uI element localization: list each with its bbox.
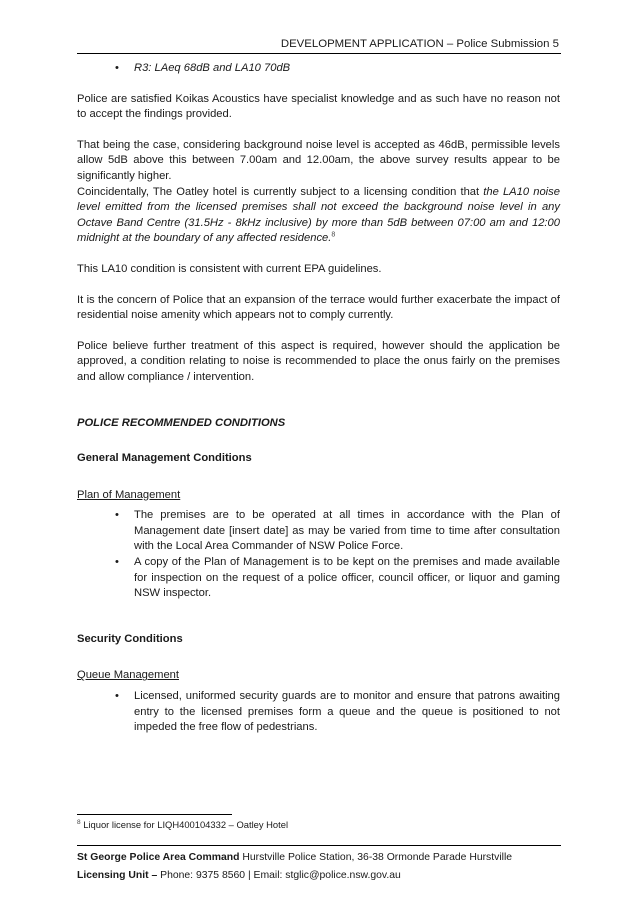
list-item [77,508,560,555]
footer-contact: Phone: 9375 8560 | Email: stglic@police.nsw.gov.au [160,870,401,881]
list-item [77,61,560,77]
header-text [281,37,559,52]
bullet-icon: • [115,690,119,703]
queue-management-list [77,689,560,736]
footnote-divider [77,814,232,815]
paragraph-epa: This LA10 condition is consistent with current EPA guidelines. [77,262,382,275]
licensing-condition-quote: the LA10 noise level emitted from the licensed premises shall not exceed the background noise level in any Octave Band Centre (31.5Hz - 8kHz inclusive) by more than 5dB between 07:00 am and 12:00 midnight at the boundary of any affected residence. [77,185,560,245]
paragraph-background-noise: That being the case, considering background noise level is accepted as 46dB, permissible levels allow 5dB above this between 7.00am and 12.00am, the above survey results appear to be significantly higher. [77,138,560,182]
plan-of-management-list [77,508,560,602]
list-item [77,555,560,602]
section-title: POLICE RECOMMENDED CONDITIONS [77,416,286,429]
licensing-intro: Coincidentally, The Oatley hotel is currently subject to a licensing condition that [77,185,484,198]
queue-management-heading: Queue Management [77,669,179,682]
header-title: DEVELOPMENT APPLICATION – Police Submission [280,38,550,50]
list-item-text: A copy of the Plan of Management is to be kept on the premises and made available for inspection on the request of a police officer, council officer, or liquor and gaming NSW inspector. [134,556,560,600]
bullet-icon: • [115,556,119,569]
general-management-heading: General Management Conditions [77,452,252,465]
security-conditions-heading: Security Conditions [77,632,183,645]
list-item-text: The premises are to be operated at all times in accordance with the Plan of Management date [insert date] as may be varied from time to time after consultation with the Local Area Commander of NSW Police Force. [134,509,560,553]
page-number: 5 [552,38,559,50]
page-footer [77,849,561,885]
footer-line-2 [77,867,561,885]
footer-divider [77,845,561,846]
page-header [77,37,561,54]
footer-address: Hurstville Police Station, 36-38 Ormonde Parade Hurstville [239,852,513,863]
r3-text: R3: LAeq 68dB and LA10 70dB [134,62,291,74]
paragraph-concern: It is the concern of Police that an expansion of the terrace would further exacerbate the impact of residential noise amenity which appears not to comply currently. [77,293,560,322]
list-item-text: Licensed, uniformed security guards are to monitor and ensure that patrons awaiting entry to the licensed premises form a queue and the queue is positioned to not impeded the free flow of pedestrians. [134,690,560,734]
paragraph-treatment: Police believe further treatment of this aspect is required, however should the application be approved, a condition relating to noise is recommended to place the onus fairly on the premises and allow compliance / intervention. [77,339,560,383]
paragraph-licensing-condition [77,185,560,247]
page-content [77,61,560,736]
bullet-icon: • [115,62,119,74]
footer-unit-name: Licensing Unit – [77,870,161,881]
footnote-text: Liquor license for LIQH400104332 – Oatley Hotel [80,819,289,830]
footer-line-1 [77,849,561,867]
list-item [77,689,560,736]
r3-list [77,61,560,77]
paragraph-acoustics: Police are satisfied Koikas Acoustics have specialist knowledge and as such have no reason not to accept the findings provided. [77,92,560,121]
plan-of-management-heading: Plan of Management [77,488,181,501]
footer-command-name: St George Police Area Command [77,852,240,863]
footnote-ref: 8 [331,231,336,239]
footnote-number: 8 [77,818,81,826]
bullet-icon: • [115,509,119,522]
footnote [77,819,288,831]
